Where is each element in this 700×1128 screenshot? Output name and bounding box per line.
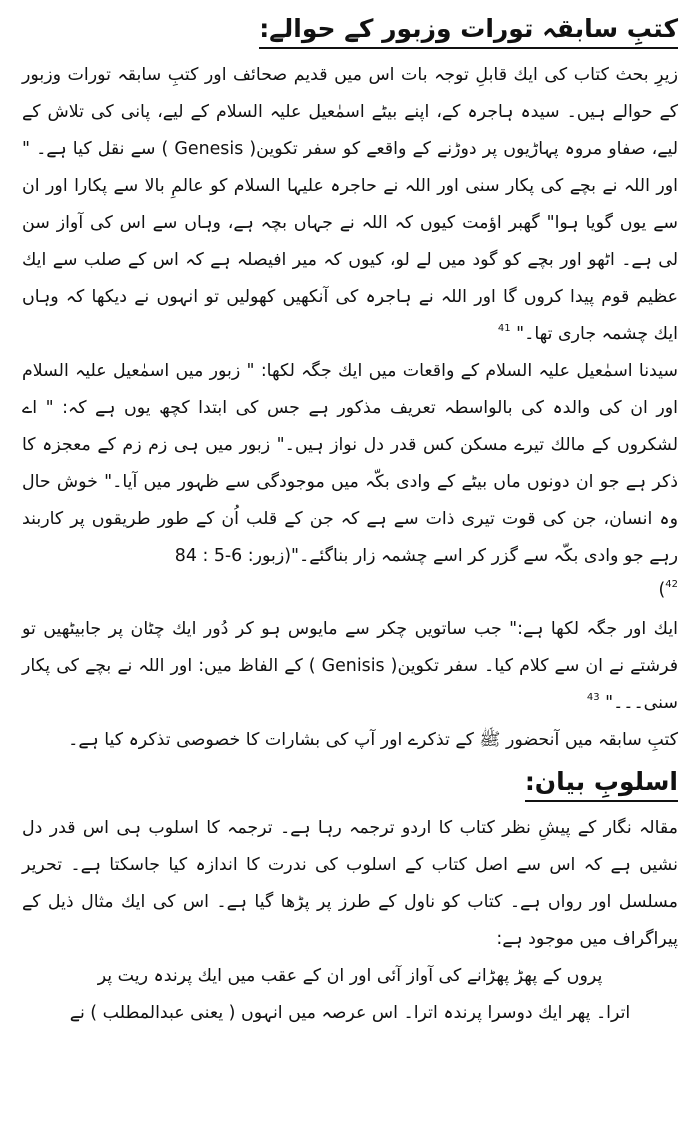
- paragraph-text: ایك اور جگہ لكھا ہے:" جب ساتویں چكر سے مایوس ہو كر دُور ایك چٹان پر جابیٹھیں تو فرشتے نے ان سے كلام كیا۔ سفر تكوین(: [22, 619, 679, 676]
- quote-line-1: پروں كے پھڑ پھڑانے كی آواز آئی اور ان كے عقب میں ایك پرندہ ریت پر: [97, 966, 603, 986]
- paragraph-text: سیدنا اسمٰعیل علیہ السلام كے واقعات میں ایك جگہ لكھا: " زبور میں اسمٰعیل علیہ السلام اور ان كی والدہ كی بالواسطہ تعریف مذكور ہے جس كی ابتدا كچھ یوں ہے كہ: " اے لشكروں كے مالك تیرے مسكن كس قدر دل نواز ہیں۔" زبور میں ہی زم زم كے معجزہ كا ذكر ہے جو ان دونوں ماں بیٹے كے وادی بكّہ میں موجودگی سے ظہور میں آیا۔" خوش حال وہ انسان، جن كی قوت تیری ذات سے ہے كہ جن كے قلب اُن كے طور طریقوں پر كاربند رہے جو وادی بكّہ سے گزر كر اسے چشمہ زار بناگئے۔"(زبور:: [22, 361, 678, 566]
- paragraph-zabur: [22, 353, 678, 575]
- paragraph-hajra-genesis: [22, 57, 678, 353]
- section-heading-style: اسلوبِ بیان:: [525, 765, 678, 802]
- footnote-marker: 43: [586, 692, 600, 703]
- paragraph-seventh-round: [22, 611, 678, 722]
- paragraph-text: ) سے نقل كیا ہے۔ " اور اللہ نے بچے كی پكار سنی اور اللہ نے حاجرہ علیہا السلام كو عالمِ بالا سے پكارا اور ان سے یوں گویا ہوا" گھبر اؤمت كیوں كہ اللہ نے جہاں بچہ ہے، وہاں سے اس كی آواز سن لی ہے۔ اٹھو اور بچے كو گود میں لے لو، كیوں كہ میر افیصلہ ہے كہ اس كے صلب سے ایك عظیم قوم پیدا كروں گا اور اللہ نے ہاجرہ كی آنكھیں كھولیں تو انہوں نے دیكھا كہ وہاں ایك چشمہ جاری تھا۔": [22, 139, 678, 344]
- paragraph-prophet-mention: كتبِ سابقہ میں آنحضور ﷺ كے تذكرے اور آپ كی بشارات كا خصوصی تذكرہ كیا ہے۔: [68, 730, 678, 750]
- paragraph-text: زیرِ بحث كتاب كی ایك قابلِ توجہ بات اس میں قدیم صحائف اور كتبِ سابقہ تورات وزبور كے حوالے ہیں۔ سیدہ ہاجرہ كے، اپنے بیٹے اسمٰعیل علیہ السلام كے لیے، پانی كی تلاش كے لیے، صفاو مروہ پہاڑیوں پر دوڑنے كے واقعے كو سفر تكوین(: [22, 65, 679, 159]
- verse-reference: 84 : 5-6: [174, 546, 243, 566]
- paragraph-zabur-continuation: [22, 575, 678, 605]
- section-heading-previous-scriptures: كتبِ سابقہ تورات وزبور كے حوالے:: [259, 12, 678, 49]
- closing-paren: ): [658, 580, 666, 600]
- footnote-marker: 41: [497, 323, 511, 334]
- paragraph-style-description: مقالہ نگار كے پیشِ نظر كتاب كا اردو ترجمہ رہا ہے۔ ترجمہ كا اسلوب ہی اس قدر دل نشیں ہے كہ اس سے اصل كتاب كے اسلوب كی ندرت كا اندازہ كیا جاسكتا ہے۔ تحریر مسلسل اور رواں ہے۔ كتاب كو ناول كے طرز پر پڑھا گیا ہے۔ اس كی ایك مثال ذیل كے پیراگراف میں موجود ہے:: [22, 818, 678, 949]
- quote-line-2: اترا۔ پھر ایك دوسرا پرندہ اترا۔ اس عرصہ میں انہوں ( یعنی عبدالمطلب ) نے: [69, 1003, 631, 1023]
- paragraph-text: ) كے الفاظ میں: اور اللہ نے بچے كی پكار سنی۔۔۔": [22, 656, 678, 713]
- latin-term: Genisis: [321, 656, 385, 676]
- latin-term: Genesis: [174, 139, 244, 159]
- footnote-marker: 42: [665, 579, 678, 590]
